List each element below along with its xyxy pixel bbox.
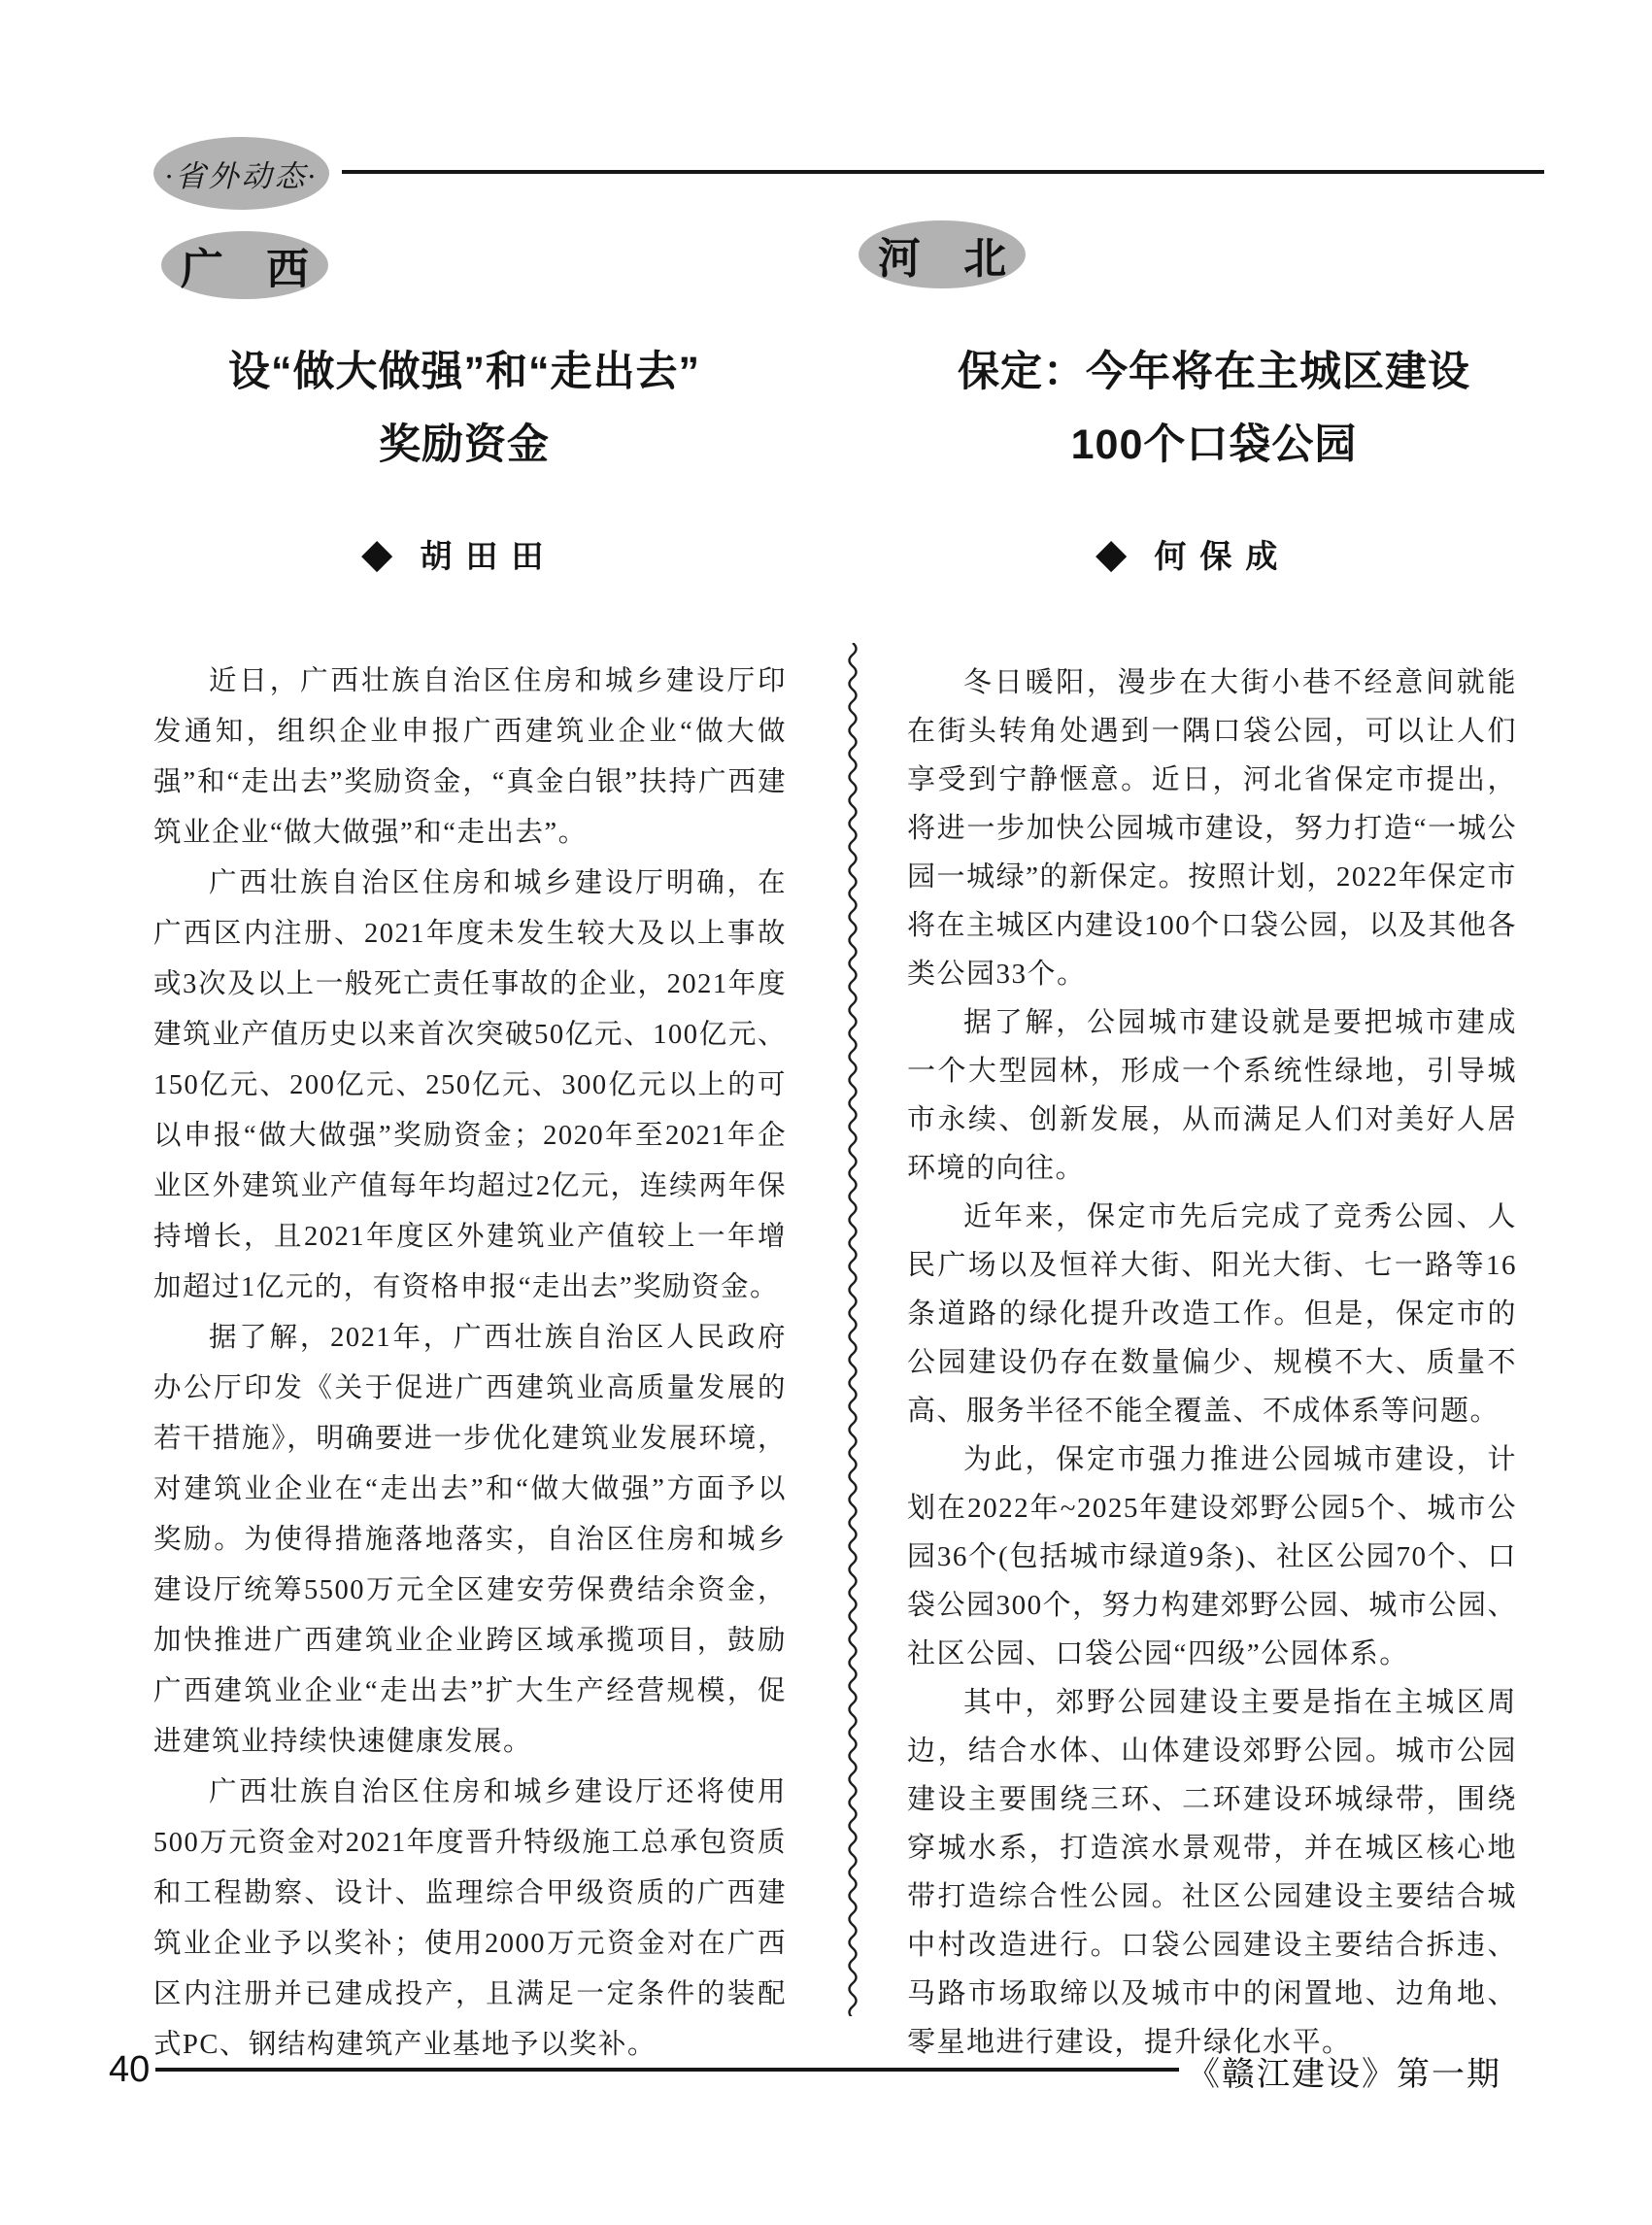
body-paragraph: 广西壮族自治区住房和城乡建设厅还将使用500万元资金对2021年度晋升特级施工总承包资质和工程勘察、设计、监理综合甲级资质的广西建筑业企业予以奖补；使用2000万元资金对在广西区内注册并已建成投产，且满足一定条件的装配式PC、钢结构建筑产业基地予以奖补。 [153,1777,787,2060]
section-badge-label: ·省外动态· [164,159,319,193]
region-badge-hebei [859,220,1026,288]
footer-journal-title: 《赣江建设》第一期 [1187,2057,1501,2093]
article-body-guangxi [153,657,787,2071]
author-name-hebei: 何保成 [1154,540,1292,575]
region-badge-guangxi-label: 广 西 [180,246,325,293]
body-paragraph: 冬日暖阳，漫步在大街小巷不经意间就能在街头转角处遇到一隅口袋公园，可以让人们享受到宁静惬意。近日，河北省保定市提出，将进一步加快公园城市建设，努力打造“一城公园一城绿”的新保定。按照计划，2022年保定市将在主城区内建设100个口袋公园，以及其他各类公园33个。 [907,667,1517,990]
author-diamond-icon: ◆ [1096,531,1128,577]
headline-baoding-line1: 保定：今年将在主城区建设 [958,349,1470,395]
region-badge-guangxi [161,231,328,299]
body-paragraph: 其中，郊野公园建设主要是指在主城区周边，结合水体、山体建设郊野公园。城市公园建设主要围绕三环、二环建设环城绿带，围绕穿城水系，打造滨水景观带，并在城区核心地带打造综合性公园。社区公园建设主要结合城中村改造进行。口袋公园建设主要结合拆违、马路市场取缔以及城市中的闲置地、边角地、零星地进行建设，提升绿化水平。 [907,1687,1517,2058]
headline-baoding-line2: 100个口袋公园 [1070,421,1358,468]
section-badge [153,137,329,210]
headline-guangxi-line1: 设“做大做强”和“走出去” [228,349,700,395]
body-paragraph: 据了解，公园城市建设就是要把城市建成一个大型园林，形成一个系统性绿地，引导城市永续、创新发展，从而满足人们对美好人居环境的向往。 [907,1007,1517,1184]
author-name-guangxi: 胡田田 [420,540,557,575]
body-paragraph: 广西壮族自治区住房和城乡建设厅明确，在广西区内注册、2021年度未发生较大及以上事故或3次及以上一般死亡责任事故的企业，2021年度建筑业产值历史以来首次突破50亿元、100亿元、150亿元、200亿元、250亿元、300亿元以上的可以申报“做大做强”奖励资金；2020年至2021年企业区外建筑业产值每年均超过2亿元，连续两年保持增长，且2021年度区外建筑业产值较上一年增加超过1亿元的，有资格申报“走出去”奖励资金。 [153,868,787,1302]
author-row-guangxi [361,531,556,577]
region-badge-hebei-label: 河 北 [877,235,1023,283]
body-paragraph: 为此，保定市强力推进公园城市建设，计划在2022年~2025年建设郊野公园5个、城市公园36个(包括城市绿道9条)、社区公园70个、口袋公园300个，努力构建郊野公园、城市公园、社区公园、口袋公园“四级”公园体系。 [907,1444,1517,1669]
body-paragraph: 据了解，2021年，广西壮族自治区人民政府办公厅印发《关于促进广西建筑业高质量发展的若干措施》，明确要进一步优化建筑业发展环境，对建筑业企业在“走出去”和“做大做强”方面予以奖励。为使得措施落地落实，自治区住房和城乡建设厅统筹5500万元全区建安劳保费结余资金，加快推进广西建筑业企业跨区域承揽项目，鼓励广西建筑业企业“走出去”扩大生产经营规模，促进建筑业持续快速健康发展。 [153,1323,787,1757]
header-rule [342,170,1544,174]
footer-rule [155,2068,1179,2072]
author-diamond-icon: ◆ [361,531,393,577]
author-row-hebei [1096,531,1291,577]
footer-page-number: 40 [109,2049,151,2090]
column-divider [844,643,861,2016]
headline-guangxi [144,336,785,482]
headline-baoding [901,336,1527,482]
headline-guangxi-line2: 奖励资金 [379,421,550,468]
body-paragraph: 近年来，保定市先后完成了竞秀公园、人民广场以及恒祥大街、阳光大街、七一路等16条道路的绿化提升改造工作。但是，保定市的公园建设仍存在数量偏少、规模不大、质量不高、服务半径不能全覆盖、不成体系等问题。 [907,1201,1517,1427]
body-paragraph: 近日，广西壮族自治区住房和城乡建设厅印发通知，组织企业申报广西建筑业企业“做大做强”和“走出去”奖励资金，“真金白银”扶持广西建筑业企业“做大做强”和“走出去”。 [153,666,787,848]
column-divider-path [850,643,857,2016]
article-body-hebei [907,658,1517,2067]
